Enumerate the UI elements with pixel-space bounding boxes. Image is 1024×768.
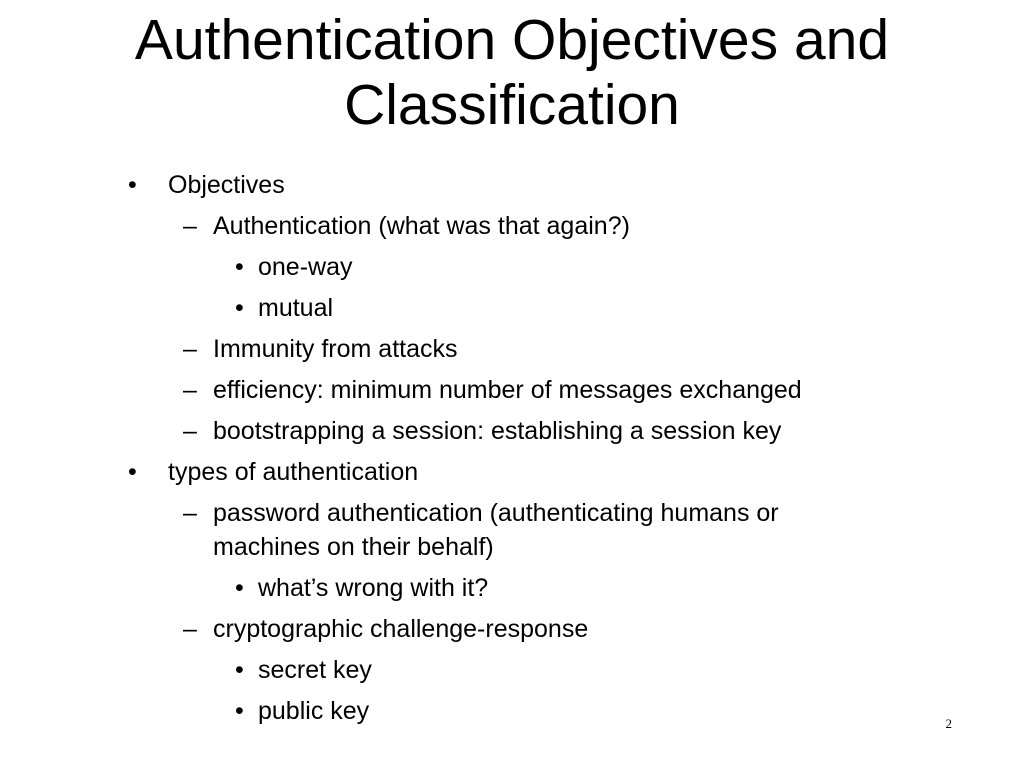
dash-marker: – — [183, 615, 197, 643]
sub-sub-bullet-text: what’s wrong with it? — [258, 574, 489, 602]
bullet-marker: • — [235, 294, 244, 322]
sub-bullet-text: cryptographic challenge-response — [213, 615, 589, 643]
sub-bullet-text: Immunity from attacks — [213, 335, 458, 363]
dash-marker: – — [183, 212, 197, 240]
bullet-text: Objectives — [168, 171, 285, 199]
sub-bullet-text: password authentication (authenticating humans or — [213, 499, 779, 527]
sub-bullet-text: bootstrapping a session: establishing a session key — [213, 417, 782, 445]
sub-sub-bullet-text: secret key — [258, 656, 372, 684]
sub-bullet-text-continuation: machines on their behalf) — [213, 533, 494, 561]
bullet-marker: • — [235, 656, 244, 684]
bullet-text: types of authentication — [168, 458, 419, 486]
sub-sub-bullet-text: public key — [258, 697, 370, 725]
dash-marker: – — [183, 335, 197, 363]
bullet-marker: • — [128, 171, 137, 199]
page-number: 2 — [945, 716, 952, 731]
dash-marker: – — [183, 376, 197, 404]
dash-marker: – — [183, 499, 197, 527]
dash-marker: – — [183, 417, 197, 445]
sub-bullet-text: Authentication (what was that again?) — [213, 212, 630, 240]
bullet-marker: • — [235, 697, 244, 725]
sub-bullet-text: efficiency: minimum number of messages exchanged — [213, 376, 802, 404]
bullet-marker: • — [128, 458, 137, 486]
sub-sub-bullet-text: mutual — [258, 294, 334, 322]
slide-title-line-1: Authentication Objectives and — [134, 8, 890, 72]
bullet-marker: • — [235, 574, 244, 602]
slide-title-line-2: Classification — [344, 73, 680, 137]
bullet-marker: • — [235, 253, 244, 281]
sub-sub-bullet-text: one-way — [258, 253, 353, 281]
